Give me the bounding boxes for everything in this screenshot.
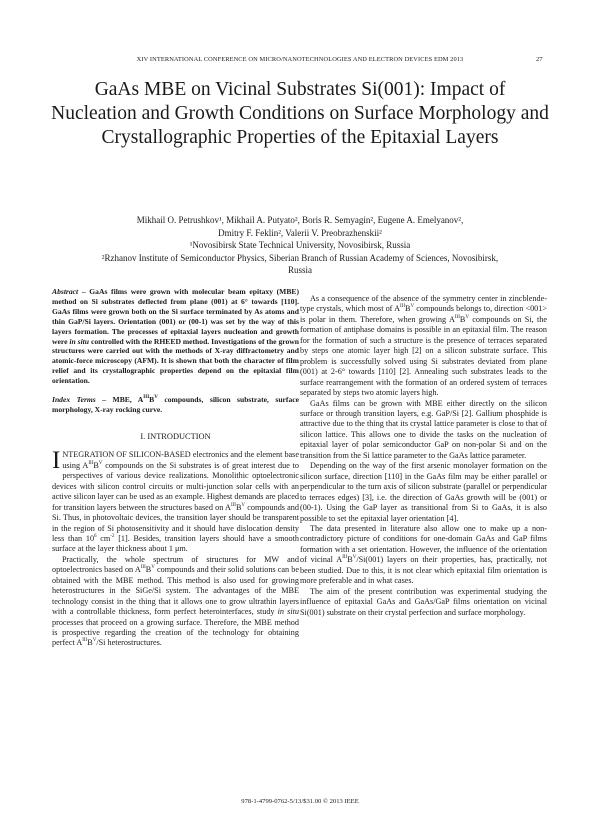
body-paragraph: Depending on the way of the first arsenic monolayer formation on the silicon surface, direction [110] in the GaAs film may be either parallel or perpendicular to the turn axis of silicon substrate (parallel or perpendicular to terraces edges) [3], i.e. the direction of GaAs growth will be (001) or (00-1). Using the GaP layer as transitional from Si to GaAs, it is also possible to set the epitaxial layer orientation [4].	[300, 461, 547, 523]
copyright-footer: 978-1-4799-0762-5/13/$31.00 © 2013 IEEE	[241, 798, 359, 805]
abstract-label: Abstract	[52, 287, 79, 296]
section-heading: I. INTRODUCTION	[140, 431, 211, 441]
running-header: XIV INTERNATIONAL CONFERENCE ON MICRO/NANOTECHNOLOGIES AND ELECTRON DEVICES EDM 2013	[136, 56, 464, 63]
body-paragraph: GaAs films can be grown with MBE either directly on the silicon surface or through transition layers, e.g. GaP/Si [2]. Gallium phosphide is attractive due to the thing that its crystal lattice parameter is close to that of silicon lattice. This allows one to divide the tasks on the nucleation of epitaxial layer of polar semiconductor GaP on non-polar Si and on the transition from the Si lattice parameter to the GaAs lattice parameter.	[300, 398, 547, 460]
drop-cap: I	[52, 447, 61, 475]
left-column	[52, 287, 299, 649]
body-paragraph: The aim of the present contribution was experimental studying the influence of epitaxial GaAs and GaAs/GaP films orientation on vicinal Si(001) substrate on their crystal perfection and surface morphology.	[300, 586, 547, 617]
intro-paragraph: INTEGRATION OF SILICON-BASED electronics and the element base using $A^{III}B^V$ compounds on the Si substrates is of great interest due to perspectives of various device realizations. Monolithic optoelectronic devices with silicon control circuits or multi-junction solar cells with an active silicon layer can be used as an example. Highest demands are placed for transition layers between the structures based on $A^{III}B^V$ compounds and Si. Thus, in photovoltaic devices, the transition layer should be transparent in the region of Si photosensitivity and it should have dislocation density less than $10^6$ $cm^{-2}$ [1]. Besides, transition layers should have a smooth surface at the layer thickness about 1 μm.	[52, 447, 299, 554]
author-line: Mikhail O. Petrushkov¹, Mikhail A. Putyato², Boris R. Semyagin², Eugene A. Emelyanov²,	[136, 215, 464, 225]
author-block	[70, 214, 530, 277]
body-paragraph: The data presented in literature also allow one to make up a non-contradictory picture of conditions for one-domain GaAs and GaP films formation with a set orientation. However, the influence of the orientation of vicinal $A^{III}B^V/Si(001)$ layers on their properties, has, practically, not been studied. Due to this, it is not clear which epitaxial film orientation is more preferable and in what cases.	[300, 523, 547, 586]
affiliation-2-continued: Russia	[287, 265, 312, 276]
page-number: 27	[536, 56, 543, 63]
index-terms-label: Index Terms	[52, 395, 96, 405]
paper-title: GaAs MBE on Vicinal Substrates Si(001): Impact of Nucleation and Growth Conditions on Surface Morphology and Crystallographic Properties of the Epitaxial Layers	[51, 79, 549, 148]
intro-paragraph: Practically, the whole spectrum of structures for MW and optoelectronics based on $A^{III}B^V$ compounds and their solid solutions can be obtained with the MBE method. This method is also used for growing heterostructures in the SiGe/Si system. The advantages of the MBE technology consist in the thing that it allows one to grow ultrathin layers with a controllable thickness, form perfect heterointerfaces, study in situ processes that proceed on a growing surface. Therefore, the MBE method is prospective regarding the creation of the technology for obtaining perfect $A^{III}B^V/Si$ heterostructures.	[52, 554, 299, 648]
index-terms: Index Terms – MBE, $A^{III}B^V$ compounds, silicon substrate, surface morphology, X-ray rocking curve.	[52, 395, 299, 414]
right-column	[300, 294, 547, 618]
affiliation-1: ¹Novosibirsk State Technical University, Novosibirsk, Russia	[189, 240, 411, 251]
author-line: Dmitry F. Feklin², Valerii V. Preobrazhenskii²	[218, 227, 382, 238]
affiliation-2: ²Rzhanov Institute of Semiconductor Physics, Siberian Branch of Russian Academy of Sciences, Novosibirsk,	[101, 252, 499, 263]
body-paragraph: As a consequence of the absence of the symmetry center in zincblende-type crystals, which most of $A^{III}B^V$ compounds belongs to, direction <001> is polar in them. Therefore, when growing $A^{III}B^V$ compounds on Si, the formation of antiphase domains is possible in an epitaxial film. The reason for the formation of such a structure is the presence of terraces separated by steps one atomic layer high [2] on a silicon substrate surface. This problem is successfully solved using Si substrates deviated from plane (001) at 2-6° towards [110] [2]. Annealing such substrates leads to the surface rearrangement with the formation of an ordered system of terraces separated by steps two atomic layers high.	[300, 294, 547, 398]
abstract: Abstract – GaAs films were grown with molecular beam epitaxy (MBE) method on Si substrates deflected from plane (001) at 6° towards [110]. GaAs films were grown both on the Si surface terminated by As atoms and thin GaP/Si layers. Orientation (001) or (00-1) was set by the way of this layers formation. The processes of epitaxial layers nucleation and growth were in situ controlled with the RHEED method. Investigations of the grown structures were carried out with the methods of X-ray diffractometry and atomic-force microscopy (AFM). It is shown that both the character of film relief and its crystallographic properties depend on the epitaxial film orientation.	[52, 287, 299, 386]
